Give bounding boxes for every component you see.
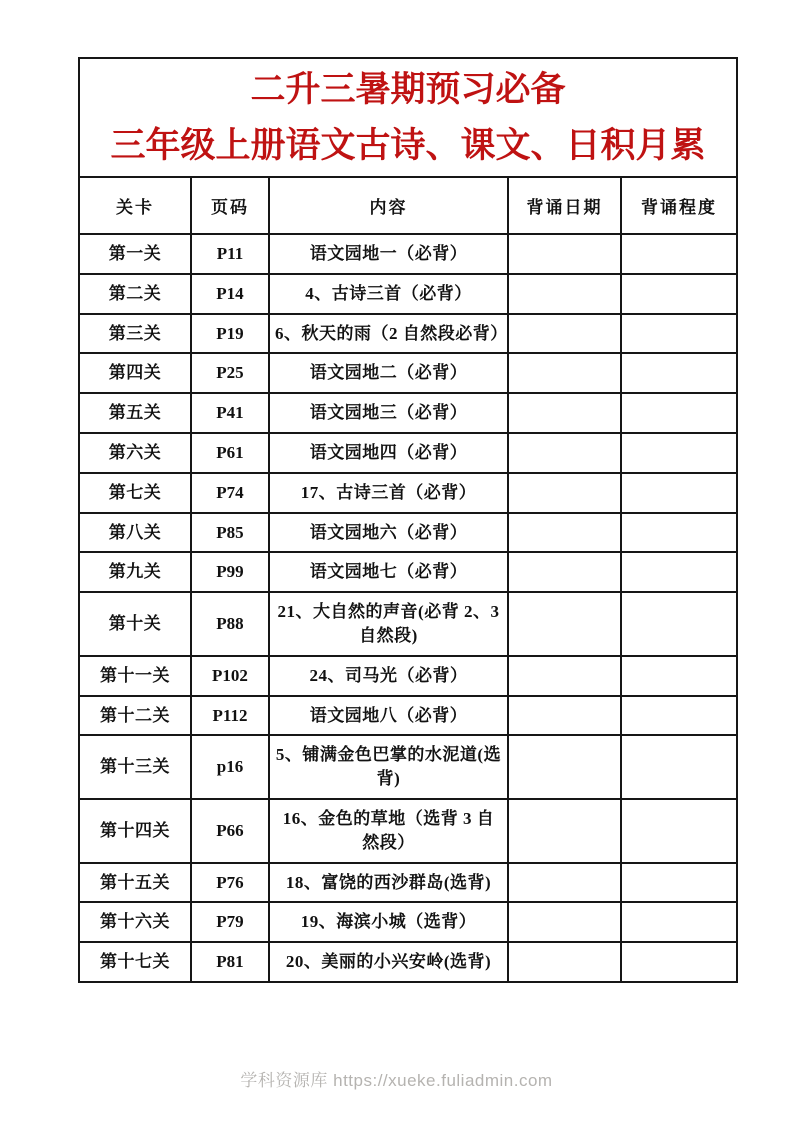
content-cell: 19、海滨小城（选背） (269, 902, 508, 942)
recite-degree-cell (621, 696, 737, 736)
content-cell: 4、古诗三首（必背） (269, 274, 508, 314)
level-cell: 第一关 (79, 234, 191, 274)
table-row (79, 942, 737, 982)
page-cell: P102 (191, 656, 269, 696)
table-row (79, 393, 737, 433)
page-cell: P88 (191, 592, 269, 656)
table-row (79, 696, 737, 736)
level-cell: 第十关 (79, 592, 191, 656)
recite-date-cell (508, 863, 621, 903)
page-cell: P81 (191, 942, 269, 982)
content-cell: 20、美丽的小兴安岭(选背) (269, 942, 508, 982)
level-cell: 第十三关 (79, 735, 191, 799)
watermark-footer: 学科资源库 https://xueke.fuliadmin.com (240, 1071, 553, 1090)
page-title-line-1: 二升三暑期预习必备 (250, 69, 566, 109)
level-cell: 第四关 (79, 353, 191, 393)
table-row (79, 592, 737, 656)
recite-date-cell (508, 902, 621, 942)
recite-degree-cell (621, 473, 737, 513)
recite-degree-cell (621, 393, 737, 433)
recite-degree-cell (621, 592, 737, 656)
title-row (79, 58, 737, 177)
table-row (79, 274, 737, 314)
table-row (79, 799, 737, 863)
level-cell: 第十一关 (79, 656, 191, 696)
page-title-line-2: 三年级上册语文古诗、课文、日积月累 (110, 125, 706, 165)
content-cell: 语文园地二（必背） (269, 353, 508, 393)
recite-date-cell (508, 942, 621, 982)
worksheet (78, 57, 736, 983)
page-cell: P25 (191, 353, 269, 393)
table-row (79, 513, 737, 553)
level-cell: 第三关 (79, 314, 191, 354)
recite-date-cell (508, 274, 621, 314)
level-cell: 第十二关 (79, 696, 191, 736)
page-cell: P76 (191, 863, 269, 903)
page-cell: P61 (191, 433, 269, 473)
content-cell: 语文园地七（必背） (269, 552, 508, 592)
content-cell: 6、秋天的雨（2 自然段必背） (269, 314, 508, 354)
page-cell: P66 (191, 799, 269, 863)
level-cell: 第十七关 (79, 942, 191, 982)
page-cell: P11 (191, 234, 269, 274)
recitation-schedule-table (78, 57, 738, 983)
recite-degree-cell (621, 656, 737, 696)
recite-degree-cell (621, 863, 737, 903)
level-cell: 第六关 (79, 433, 191, 473)
content-cell: 16、金色的草地（选背 3 自然段） (269, 799, 508, 863)
table-row (79, 656, 737, 696)
table-row (79, 902, 737, 942)
level-cell: 第十四关 (79, 799, 191, 863)
page-cell: P112 (191, 696, 269, 736)
table-row (79, 863, 737, 903)
column-header-recite-date: 背诵日期 (508, 177, 621, 234)
page-cell: P85 (191, 513, 269, 553)
level-cell: 第十六关 (79, 902, 191, 942)
recite-degree-cell (621, 942, 737, 982)
recite-degree-cell (621, 433, 737, 473)
column-header-content: 内容 (269, 177, 508, 234)
recite-date-cell (508, 656, 621, 696)
column-header-level: 关卡 (79, 177, 191, 234)
level-cell: 第八关 (79, 513, 191, 553)
page-cell: P14 (191, 274, 269, 314)
page-cell: P41 (191, 393, 269, 433)
page-cell: P74 (191, 473, 269, 513)
content-cell: 语文园地八（必背） (269, 696, 508, 736)
recite-date-cell (508, 353, 621, 393)
page-cell: P99 (191, 552, 269, 592)
content-cell: 语文园地一（必背） (269, 234, 508, 274)
content-cell: 5、铺满金色巴掌的水泥道(选背) (269, 735, 508, 799)
recite-date-cell (508, 696, 621, 736)
level-cell: 第二关 (79, 274, 191, 314)
content-cell: 语文园地四（必背） (269, 433, 508, 473)
column-header-page: 页码 (191, 177, 269, 234)
recite-degree-cell (621, 234, 737, 274)
recite-date-cell (508, 592, 621, 656)
recite-date-cell (508, 799, 621, 863)
content-cell: 语文园地三（必背） (269, 393, 508, 433)
content-cell: 24、司马光（必背） (269, 656, 508, 696)
column-header-recite-degree: 背诵程度 (621, 177, 737, 234)
recite-degree-cell (621, 735, 737, 799)
recite-date-cell (508, 234, 621, 274)
table-row (79, 552, 737, 592)
content-cell: 21、大自然的声音(必背 2、3 自然段) (269, 592, 508, 656)
level-cell: 第五关 (79, 393, 191, 433)
level-cell: 第九关 (79, 552, 191, 592)
table-row (79, 473, 737, 513)
recite-degree-cell (621, 513, 737, 553)
recite-date-cell (508, 513, 621, 553)
page-cell: P79 (191, 902, 269, 942)
level-cell: 第十五关 (79, 863, 191, 903)
content-cell: 18、富饶的西沙群岛(选背) (269, 863, 508, 903)
recite-degree-cell (621, 552, 737, 592)
page-cell: p16 (191, 735, 269, 799)
recite-degree-cell (621, 799, 737, 863)
recite-date-cell (508, 433, 621, 473)
content-cell: 17、古诗三首（必背） (269, 473, 508, 513)
level-cell: 第七关 (79, 473, 191, 513)
table-header-row (79, 177, 737, 234)
recite-date-cell (508, 552, 621, 592)
recite-degree-cell (621, 274, 737, 314)
recite-degree-cell (621, 902, 737, 942)
table-row (79, 234, 737, 274)
recite-date-cell (508, 473, 621, 513)
table-row (79, 353, 737, 393)
document-title-cell (79, 58, 737, 177)
recite-degree-cell (621, 353, 737, 393)
table-row (79, 735, 737, 799)
table-row (79, 433, 737, 473)
table-row (79, 314, 737, 354)
recite-date-cell (508, 314, 621, 354)
recite-date-cell (508, 393, 621, 433)
page-cell: P19 (191, 314, 269, 354)
recite-degree-cell (621, 314, 737, 354)
content-cell: 语文园地六（必背） (269, 513, 508, 553)
recite-date-cell (508, 735, 621, 799)
